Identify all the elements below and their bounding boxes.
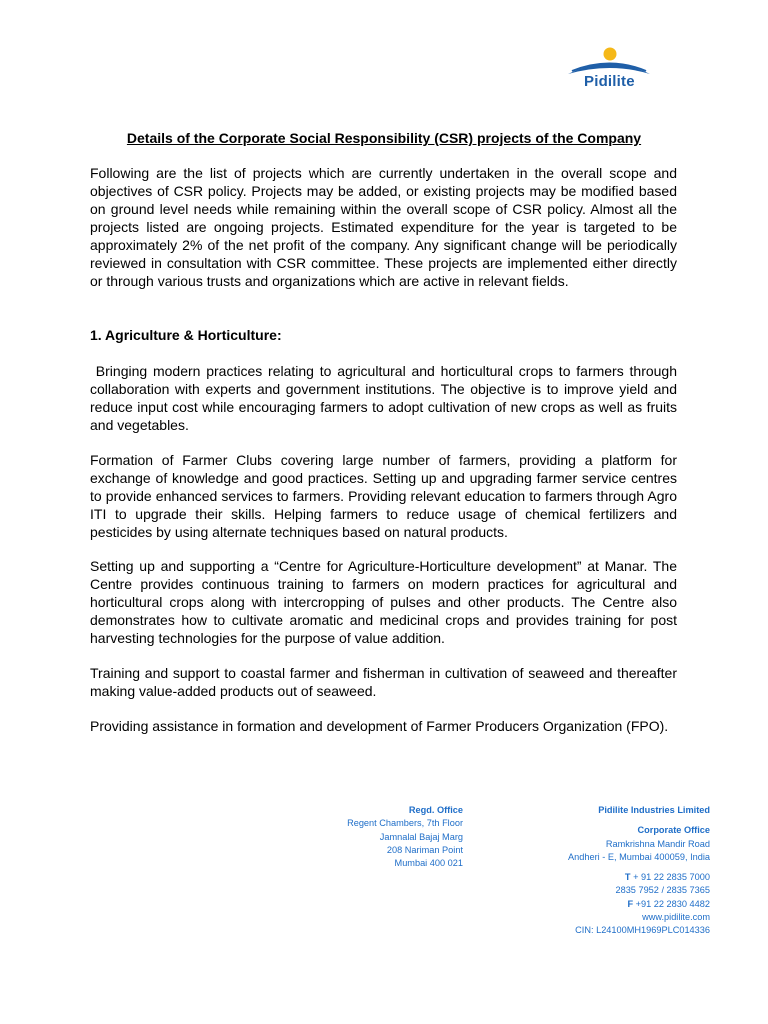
- document-title: Details of the Corporate Social Responsibility (CSR) projects of the Company: [126, 130, 642, 146]
- fax-number: +91 22 2830 4482: [633, 898, 710, 909]
- footer-regd-office: [347, 804, 463, 870]
- section-paragraph: Providing assistance in formation and development of Farmer Producers Organization (FPO).: [90, 718, 669, 734]
- phone-alt: 2835 7952 / 2835 7365: [615, 885, 710, 896]
- fax-line: [568, 898, 710, 911]
- intro-paragraph: Following are the list of projects which are currently undertaken in the overall scope and objectives of CSR policy. Projects may be added, or existing projects may be modified based on ground level needs while remaining within the overall scope of CSR policy. Almost all the projects listed are ongoing projects. Estimated expenditure for the year is targeted to be approximately 2% of the net profit of the company. Any significant change will be periodically reviewed in consultation with CSR committee. These projects are implemented either directly or through various trusts and organizations which are active in relevant fields.: [90, 165, 677, 289]
- corporate-office-heading: Corporate Office: [637, 825, 710, 836]
- logo-text: Pidilite: [584, 73, 635, 90]
- regd-office-line: 208 Nariman Point: [386, 844, 463, 855]
- section-paragraph: Bringing modern practices relating to agricultural and horticultural crops to farmers through collaboration with experts and government institutions. The objective is to improve yield and reduce input cost while encouraging farmers to adopt cultivation of new crops as well as fruits and vegetables.: [90, 363, 681, 433]
- section-paragraph: Formation of Farmer Clubs covering large number of farmers, providing a platform for exchange of knowledge and good practices. Setting up and upgrading farmer service centres to provide enhanced services to farmers. Providing relevant education to farmers through Agro ITI to upgrade their skills. Helping farmers to reduce usage of chemical fertilizers and pesticides by using alternate techniques based on natural products.: [90, 452, 677, 540]
- regd-office-line: Jamnalal Bajaj Marg: [379, 831, 463, 842]
- phone-label: T: [624, 872, 631, 883]
- section-heading: 1. Agriculture & Horticulture:: [90, 327, 282, 343]
- phone-number: + 91 22 2835 7000: [630, 872, 710, 883]
- section-paragraph: Setting up and supporting a “Centre for Agriculture-Horticulture development” at Manar. The Centre provides continuous training to farmers on modern practices for agricultural and horticultural crops along with intercropping of pulses and other products. The Centre also demonstrates how to cultivate aromatic and medicinal crops and provides training for post harvesting technologies for the purpose of value addition.: [90, 558, 677, 646]
- fax-label: F: [627, 898, 634, 909]
- corporate-office-line: Ramkrishna Mandir Road: [605, 838, 710, 849]
- cin-number: CIN: L24100MH1969PLC014336: [575, 925, 710, 936]
- footer-corporate-office: [568, 804, 710, 938]
- regd-office-line: Regent Chambers, 7th Floor: [347, 818, 463, 829]
- corporate-office-line: Andheri - E, Mumbai 400059, India: [568, 851, 710, 862]
- company-name: Pidilite Industries Limited: [598, 805, 710, 815]
- regd-office-heading: Regd. Office: [408, 805, 463, 815]
- section-paragraph: Training and support to coastal farmer and fisherman in cultivation of seaweed and thereafter making value-added products out of seaweed.: [90, 665, 677, 699]
- pidilite-logo: [566, 44, 652, 100]
- phone-line: [568, 871, 710, 884]
- logo-sun-arc-icon: [566, 44, 652, 100]
- regd-office-line: Mumbai 400 021: [394, 858, 463, 869]
- website-link[interactable]: www.pidilite.com: [642, 912, 710, 923]
